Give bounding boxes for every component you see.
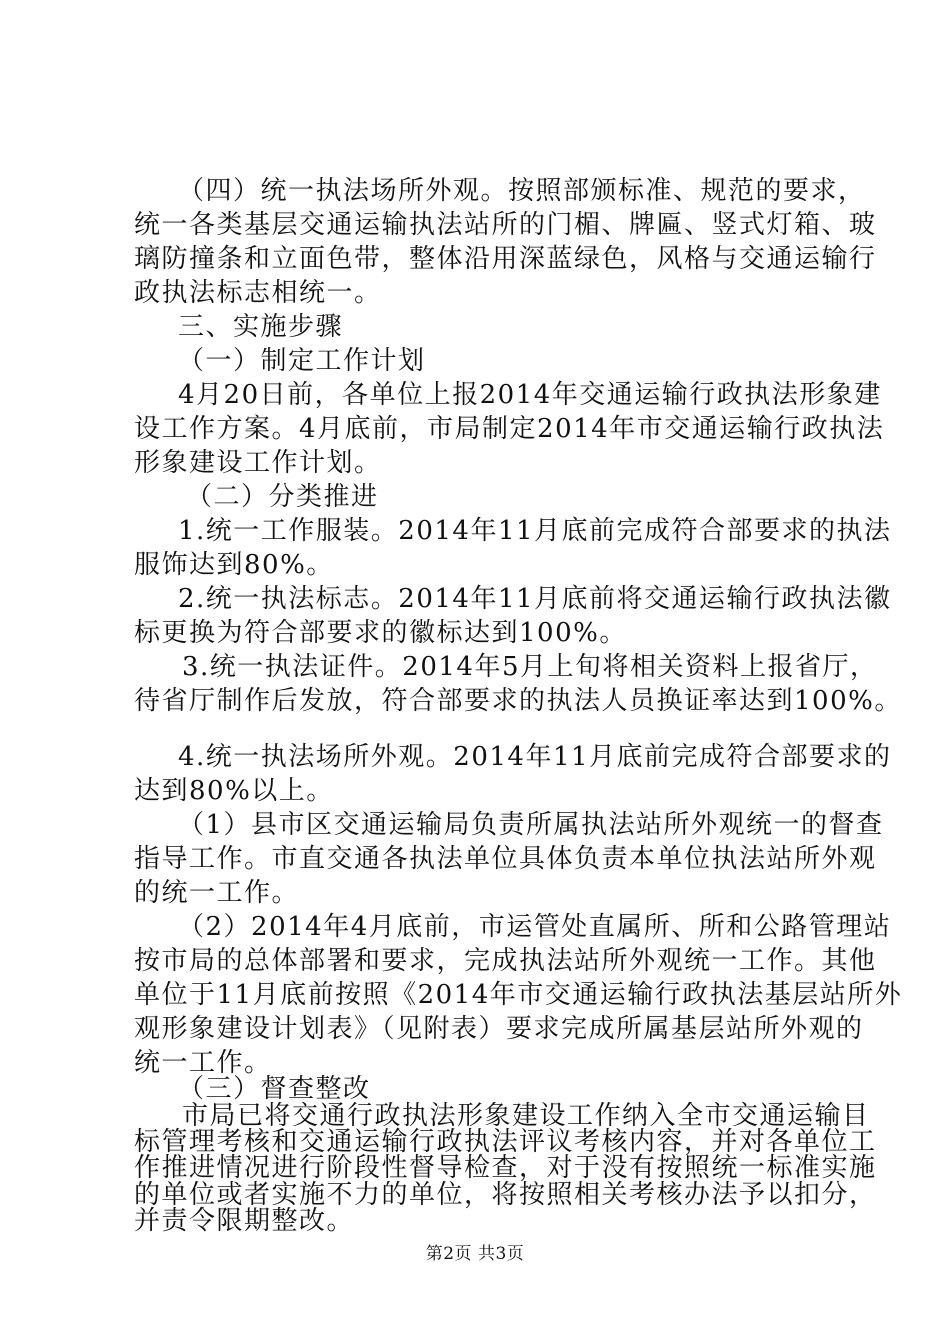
- page-number-footer: 第2页 共3页: [425, 1244, 525, 1264]
- text-line: 标更换为符合部要求的徽标达到100%。: [134, 618, 627, 648]
- text-line: （1）县市区交通运输局负责所属执法站所外观统一的督查: [178, 810, 884, 840]
- text-line: 统一各类基层交通运输执法站所的门楣、牌匾、竖式灯箱、玻: [134, 210, 877, 240]
- section-heading: 三、实施步骤: [178, 312, 344, 342]
- subsection-heading: （二）分类推进: [186, 482, 379, 512]
- text-line: 1.统一工作服装。2014年11月底前完成符合部要求的执法: [178, 516, 892, 546]
- text-line: 作推进情况进行阶段性督导检查，对于没有按照统一标准实施: [134, 1153, 877, 1184]
- text-line: 观形象建设计划表》（见附表）要求完成所属基层站所外观的: [134, 1014, 864, 1044]
- text-line: 按市局的总体部署和要求，完成执法站所外观统一工作。其他: [134, 946, 877, 976]
- text-line: 3.统一执法证件。2014年5月上旬将相关资料上报省厅，: [182, 652, 878, 682]
- text-line: 服饰达到80%。: [134, 550, 334, 580]
- text-line: 达到80%以上。: [134, 776, 334, 806]
- text-line: 的单位或者实施不力的单位，将按照相关考核办法予以扣分，: [134, 1179, 877, 1210]
- text-line: 形象建设工作计划。: [134, 448, 382, 478]
- text-line: （2）2014年4月底前，市运管处直属所、所和公路管理站: [178, 912, 892, 942]
- text-line: 并责令限期整改。: [134, 1206, 355, 1236]
- text-line: 标管理考核和交通运输行政执法评议考核内容，并对各单位工: [134, 1127, 877, 1157]
- text-line: 的统一工作。: [134, 878, 300, 908]
- text-line: 政执法标志相统一。: [134, 278, 382, 308]
- subsection-heading: （三）督查整改: [178, 1074, 371, 1105]
- text-line: 璃防撞条和立面色带，整体沿用深蓝绿色，风格与交通运输行: [134, 244, 877, 274]
- text-line: 指导工作。市直交通各执法单位具体负责本单位执法站所外观: [134, 844, 877, 874]
- subsection-heading: （一）制定工作计划: [178, 346, 426, 376]
- text-line: 设工作方案。4月底前，市局制定2014年市交通运输行政执法: [134, 414, 885, 444]
- text-line: 4.统一执法场所外观。2014年11月底前完成符合部要求的: [178, 742, 892, 772]
- text-line: （四）统一执法场所外观。按照部颁标准、规范的要求，: [178, 176, 866, 206]
- text-line: 待省厅制作后发放，符合部要求的执法人员换证率达到100%。: [134, 686, 902, 716]
- text-line: 单位于11月底前按照《2014年市交通运输行政执法基层站所外: [134, 980, 903, 1010]
- text-line: 2.统一执法标志。2014年11月底前将交通运输行政执法徽: [178, 584, 892, 614]
- text-line: 统一工作。: [134, 1048, 272, 1078]
- text-line: 4月20日前，各单位上报2014年交通运输行政执法形象建: [178, 380, 882, 410]
- text-line: 市局已将交通行政执法形象建设工作纳入全市交通运输目: [182, 1100, 870, 1131]
